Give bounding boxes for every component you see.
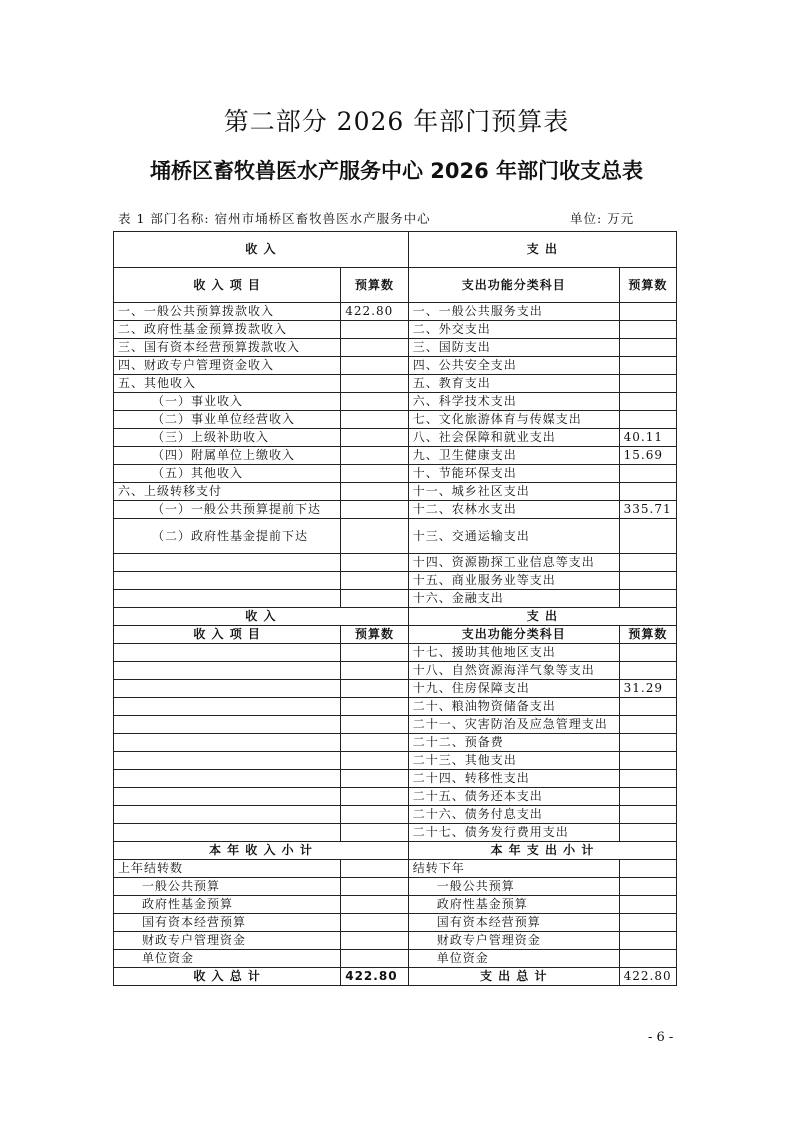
income-amount-cell <box>341 752 409 770</box>
income-item-cell: 一、一般公共预算拨款收入 <box>114 303 341 321</box>
income-item-cell <box>114 662 341 680</box>
table-row <box>114 752 677 770</box>
table-row <box>114 519 677 554</box>
income-amount-cell <box>341 734 409 752</box>
income-amount-cell <box>341 680 409 698</box>
expense-amount-cell <box>619 519 676 554</box>
income-amount-cell <box>341 698 409 716</box>
expense-amount-cell <box>619 357 676 375</box>
expense-item-cell: 十三、交通运输支出 <box>408 519 619 554</box>
income-amount-cell <box>341 896 409 914</box>
table-row <box>114 716 677 734</box>
expense-item-cell: 二、外交支出 <box>408 321 619 339</box>
income-amount-cell <box>341 644 409 662</box>
table-row <box>114 303 677 321</box>
income-item-cell <box>114 788 341 806</box>
section-header-row <box>114 232 677 268</box>
expense-item-header: 支出功能分类科目 <box>408 626 619 644</box>
table-row <box>114 411 677 429</box>
table-row <box>114 393 677 411</box>
expense-item-cell: 六、科学技术支出 <box>408 393 619 411</box>
table-row <box>114 357 677 375</box>
income-item-cell <box>114 824 341 842</box>
expense-item-cell: 财政专户管理资金 <box>408 932 619 950</box>
expense-item-cell: 二十四、转移性支出 <box>408 770 619 788</box>
expense-item-cell: 政府性基金预算 <box>408 896 619 914</box>
income-item-cell <box>114 752 341 770</box>
income-item-cell: 三、国有资本经营预算拨款收入 <box>114 339 341 357</box>
expense-amount-header: 预算数 <box>619 626 676 644</box>
table-row <box>114 465 677 483</box>
expense-item-cell: 二十一、灾害防治及应急管理支出 <box>408 716 619 734</box>
expense-amount-cell <box>619 321 676 339</box>
income-amount-cell <box>341 447 409 465</box>
expense-amount-cell <box>619 896 676 914</box>
expense-subtotal-label: 本 年 支 出 小 计 <box>408 842 676 860</box>
table-row <box>114 662 677 680</box>
expense-item-cell: 四、公共安全支出 <box>408 357 619 375</box>
expense-item-cell: 十四、资源勘探工业信息等支出 <box>408 554 619 572</box>
income-item-cell <box>114 716 341 734</box>
income-item-cell: 五、其他收入 <box>114 375 341 393</box>
expense-amount-cell <box>619 662 676 680</box>
expense-amount-cell: 335.71 <box>619 501 676 519</box>
expense-amount-header: 预算数 <box>619 268 676 303</box>
income-amount-cell <box>341 878 409 896</box>
expense-item-cell: 二十、粮油物资储备支出 <box>408 698 619 716</box>
income-item-cell <box>114 770 341 788</box>
income-item-cell: （二）政府性基金提前下达 <box>114 519 341 554</box>
expense-amount-cell <box>619 393 676 411</box>
expense-total-amount: 422.80 <box>619 968 676 986</box>
table-row <box>114 483 677 501</box>
expense-item-cell: 十一、城乡社区支出 <box>408 483 619 501</box>
income-item-header: 收 入 项 目 <box>114 268 341 303</box>
income-item-header: 收 入 项 目 <box>114 626 341 644</box>
expense-header: 支 出 <box>408 232 676 268</box>
income-item-cell: （一）事业收入 <box>114 393 341 411</box>
table-label: 表 1 部门名称: 宿州市埇桥区畜牧兽医水产服务中心 <box>118 211 431 226</box>
income-item-cell: 一般公共预算 <box>114 878 341 896</box>
income-item-cell <box>114 698 341 716</box>
expense-item-header: 支出功能分类科目 <box>408 268 619 303</box>
expense-item-cell: 五、教育支出 <box>408 375 619 393</box>
income-amount-cell <box>341 393 409 411</box>
income-item-cell <box>114 644 341 662</box>
expense-amount-cell: 40.11 <box>619 429 676 447</box>
table-row <box>114 806 677 824</box>
expense-item-cell: 十七、援助其他地区支出 <box>408 644 619 662</box>
expense-amount-cell <box>619 572 676 590</box>
income-amount-cell <box>341 519 409 554</box>
expense-item-cell: 三、国防支出 <box>408 339 619 357</box>
income-amount-cell <box>341 411 409 429</box>
income-amount-cell <box>341 483 409 501</box>
expense-amount-cell <box>619 716 676 734</box>
expense-item-cell: 九、卫生健康支出 <box>408 447 619 465</box>
expense-amount-cell <box>619 375 676 393</box>
expense-amount-cell <box>619 788 676 806</box>
table-row <box>114 788 677 806</box>
income-subtotal-label: 本 年 收 入 小 计 <box>114 842 409 860</box>
total-row <box>114 968 677 986</box>
expense-item-cell: 结转下年 <box>408 860 619 878</box>
income-item-cell: 单位资金 <box>114 950 341 968</box>
income-item-cell: 四、财政专户管理资金收入 <box>114 357 341 375</box>
table-row <box>114 321 677 339</box>
income-item-cell <box>114 680 341 698</box>
income-item-cell <box>114 554 341 572</box>
expense-amount-cell <box>619 806 676 824</box>
income-item-cell: （一）一般公共预算提前下达 <box>114 501 341 519</box>
column-header-row <box>114 268 677 303</box>
expense-item-cell: 一般公共预算 <box>408 878 619 896</box>
income-item-cell: 政府性基金预算 <box>114 896 341 914</box>
expense-amount-cell <box>619 644 676 662</box>
table-row <box>114 698 677 716</box>
expense-amount-cell: 15.69 <box>619 447 676 465</box>
income-item-cell: （四）附属单位上缴收入 <box>114 447 341 465</box>
income-amount-cell <box>341 914 409 932</box>
income-total-label: 收 入 总 计 <box>114 968 341 986</box>
expense-amount-cell <box>619 752 676 770</box>
income-amount-cell <box>341 572 409 590</box>
table-row <box>114 572 677 590</box>
income-amount-cell <box>341 770 409 788</box>
section-header-row <box>114 608 677 626</box>
expense-item-cell: 七、文化旅游体育与传媒支出 <box>408 411 619 429</box>
expense-amount-cell <box>619 950 676 968</box>
income-amount-cell <box>341 321 409 339</box>
expense-item-cell: 二十六、债务付息支出 <box>408 806 619 824</box>
column-header-row <box>114 626 677 644</box>
expense-amount-cell <box>619 914 676 932</box>
income-item-cell: （五）其他收入 <box>114 465 341 483</box>
income-item-cell <box>114 806 341 824</box>
income-item-cell: 财政专户管理资金 <box>114 932 341 950</box>
expense-amount-cell <box>619 465 676 483</box>
expense-amount-cell <box>619 303 676 321</box>
expense-item-cell: 一、一般公共服务支出 <box>408 303 619 321</box>
income-amount-cell <box>341 662 409 680</box>
income-amount-cell <box>341 465 409 483</box>
main-title: 埇桥区畜牧兽医水产服务中心 2026 年部门收支总表 <box>149 159 644 183</box>
expense-amount-cell <box>619 878 676 896</box>
income-item-cell: 二、政府性基金预算拨款收入 <box>114 321 341 339</box>
income-header: 收 入 <box>114 232 409 268</box>
income-amount-cell <box>341 429 409 447</box>
expense-item-cell: 十二、农林水支出 <box>408 501 619 519</box>
income-item-cell: 上年结转数 <box>114 860 341 878</box>
expense-item-cell: 二十二、预备费 <box>408 734 619 752</box>
income-item-cell <box>114 590 341 608</box>
income-item-cell: 国有资本经营预算 <box>114 914 341 932</box>
expense-amount-cell <box>619 734 676 752</box>
expense-amount-cell <box>619 339 676 357</box>
income-amount-cell <box>341 932 409 950</box>
unit-label: 单位: 万元 <box>570 211 635 226</box>
table-row <box>114 734 677 752</box>
expense-amount-cell <box>619 483 676 501</box>
expense-amount-cell <box>619 824 676 842</box>
carry-row <box>114 914 677 932</box>
table-row <box>114 590 677 608</box>
budget-summary-table <box>113 231 677 986</box>
income-amount-cell <box>341 554 409 572</box>
carry-row <box>114 860 677 878</box>
expense-item-cell: 单位资金 <box>408 950 619 968</box>
expense-amount-cell <box>619 770 676 788</box>
income-amount-cell <box>341 806 409 824</box>
table-row <box>114 501 677 519</box>
table-row <box>114 644 677 662</box>
expense-header: 支 出 <box>408 608 676 626</box>
table-row <box>114 429 677 447</box>
income-amount-cell <box>341 860 409 878</box>
income-amount-cell <box>341 950 409 968</box>
expense-amount-cell <box>619 554 676 572</box>
expense-amount-cell: 31.29 <box>619 680 676 698</box>
income-amount-header: 预算数 <box>341 268 409 303</box>
income-item-cell: 六、上级转移支付 <box>114 483 341 501</box>
expense-item-cell: 二十三、其他支出 <box>408 752 619 770</box>
carry-row <box>114 932 677 950</box>
expense-amount-cell <box>619 590 676 608</box>
table-row <box>114 375 677 393</box>
income-item-cell: （二）事业单位经营收入 <box>114 411 341 429</box>
expense-amount-cell <box>619 932 676 950</box>
part-title: 第二部分 2026 年部门预算表 <box>223 107 570 136</box>
carry-row <box>114 896 677 914</box>
table-row <box>114 824 677 842</box>
expense-item-cell: 十六、金融支出 <box>408 590 619 608</box>
income-amount-cell: 422.80 <box>341 303 409 321</box>
expense-item-cell: 国有资本经营预算 <box>408 914 619 932</box>
income-amount-cell <box>341 357 409 375</box>
expense-item-cell: 八、社会保障和就业支出 <box>408 429 619 447</box>
income-amount-cell <box>341 339 409 357</box>
income-header: 收 入 <box>114 608 409 626</box>
expense-total-label: 支 出 总 计 <box>408 968 619 986</box>
income-item-cell <box>114 734 341 752</box>
carry-row <box>114 950 677 968</box>
income-amount-cell <box>341 501 409 519</box>
income-amount-cell <box>341 590 409 608</box>
table-row <box>114 770 677 788</box>
expense-item-cell: 二十五、债务还本支出 <box>408 788 619 806</box>
expense-item-cell: 十、节能环保支出 <box>408 465 619 483</box>
income-amount-cell <box>341 716 409 734</box>
expense-amount-cell <box>619 698 676 716</box>
table-row <box>114 339 677 357</box>
expense-item-cell: 十五、商业服务业等支出 <box>408 572 619 590</box>
income-total-amount: 422.80 <box>341 968 409 986</box>
expense-item-cell: 十九、住房保障支出 <box>408 680 619 698</box>
carry-row <box>114 878 677 896</box>
income-amount-header: 预算数 <box>341 626 409 644</box>
expense-amount-cell <box>619 860 676 878</box>
income-item-cell <box>114 572 341 590</box>
subtotal-row <box>114 842 677 860</box>
income-item-cell: （三）上级补助收入 <box>114 429 341 447</box>
income-amount-cell <box>341 824 409 842</box>
table-row <box>114 680 677 698</box>
income-amount-cell <box>341 375 409 393</box>
page-number: - 6 - <box>648 1030 674 1045</box>
expense-amount-cell <box>619 411 676 429</box>
table-row <box>114 554 677 572</box>
income-amount-cell <box>341 788 409 806</box>
expense-item-cell: 十八、自然资源海洋气象等支出 <box>408 662 619 680</box>
expense-item-cell: 二十七、债务发行费用支出 <box>408 824 619 842</box>
table-row <box>114 447 677 465</box>
